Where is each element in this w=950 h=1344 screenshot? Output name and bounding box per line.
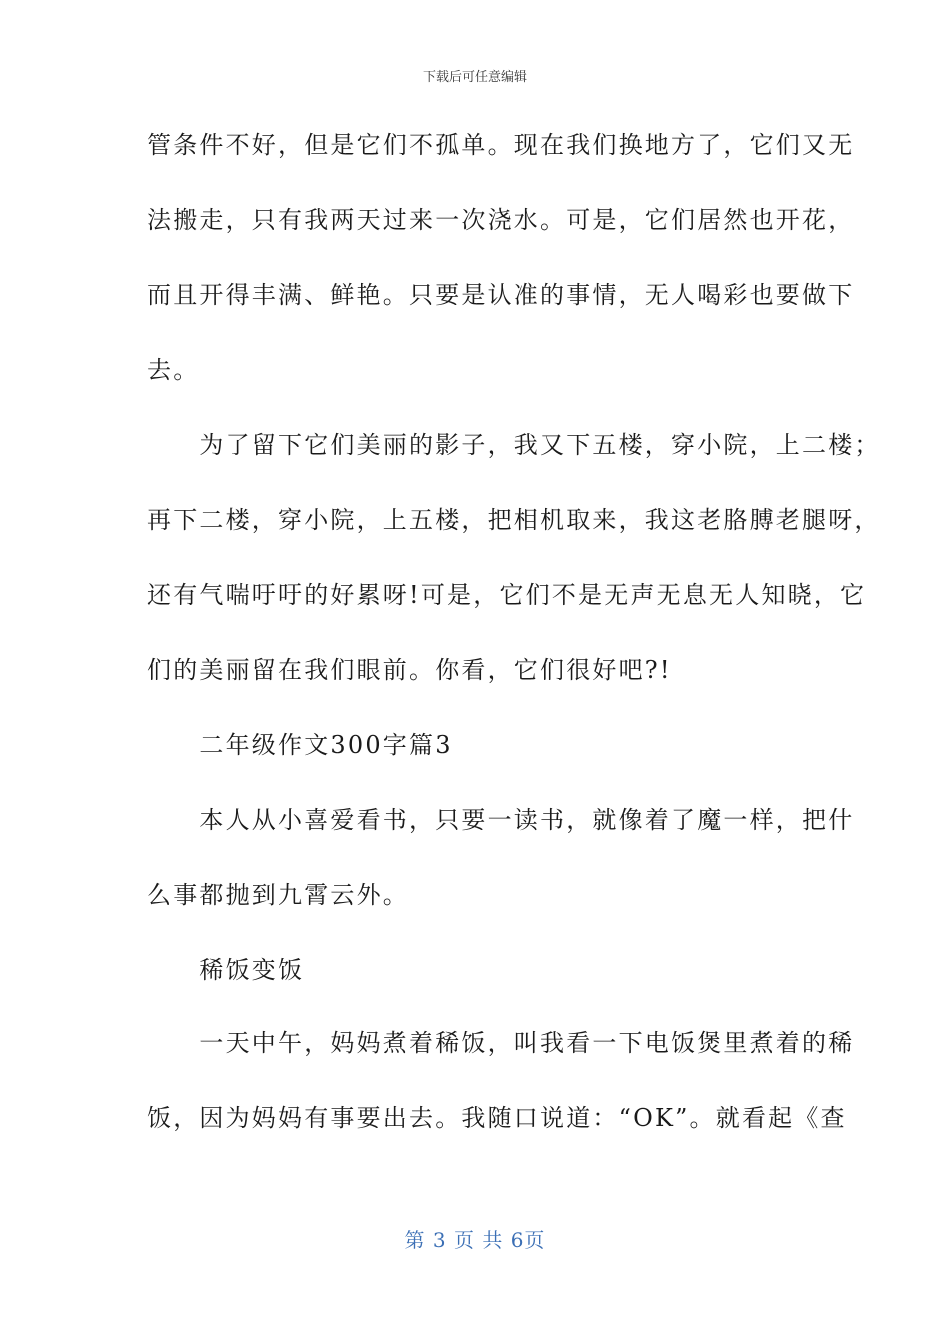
text-line: 一天中午，妈妈煮着稀饭，叫我看一下电饭煲里煮着的稀 <box>147 1029 855 1057</box>
text-line: 再下二楼，穿小院，上五楼，把相机取来，我这老胳膊老腿呀， <box>147 506 881 534</box>
text-line: 么事都抛到九霄云外。 <box>147 881 409 909</box>
text-line: 法搬走，只有我两天过来一次浇水。可是，它们居然也开花， <box>147 206 855 234</box>
text-line: 而且开得丰满、鲜艳。只要是认准的事情，无人喝彩也要做下 <box>147 281 855 309</box>
text-line: 本人从小喜爱看书，只要一读书，就像着了魔一样，把什 <box>147 806 855 834</box>
subheading: 稀饭变饭 <box>147 956 305 984</box>
section-heading: 二年级作文300字篇3 <box>147 731 453 759</box>
text-line: 饭，因为妈妈有事要出去。我随口说道：“OK”。就看起《查 <box>147 1104 847 1132</box>
text-line: 为了留下它们美丽的影子，我又下五楼，穿小院，上二楼； <box>147 431 881 459</box>
text-line: 去。 <box>147 356 200 384</box>
text-line: 们的美丽留在我们眼前。你看，它们很好吧?! <box>147 656 672 684</box>
page-number-footer: 第 3 页 共 6页 <box>404 1228 546 1252</box>
text-line: 还有气喘吁吁的好累呀!可是，它们不是无声无息无人知晓，它 <box>147 581 867 609</box>
text-line: 管条件不好，但是它们不孤单。现在我们换地方了，它们又无 <box>147 131 855 159</box>
page-header-note: 下载后可任意编辑 <box>422 70 527 85</box>
